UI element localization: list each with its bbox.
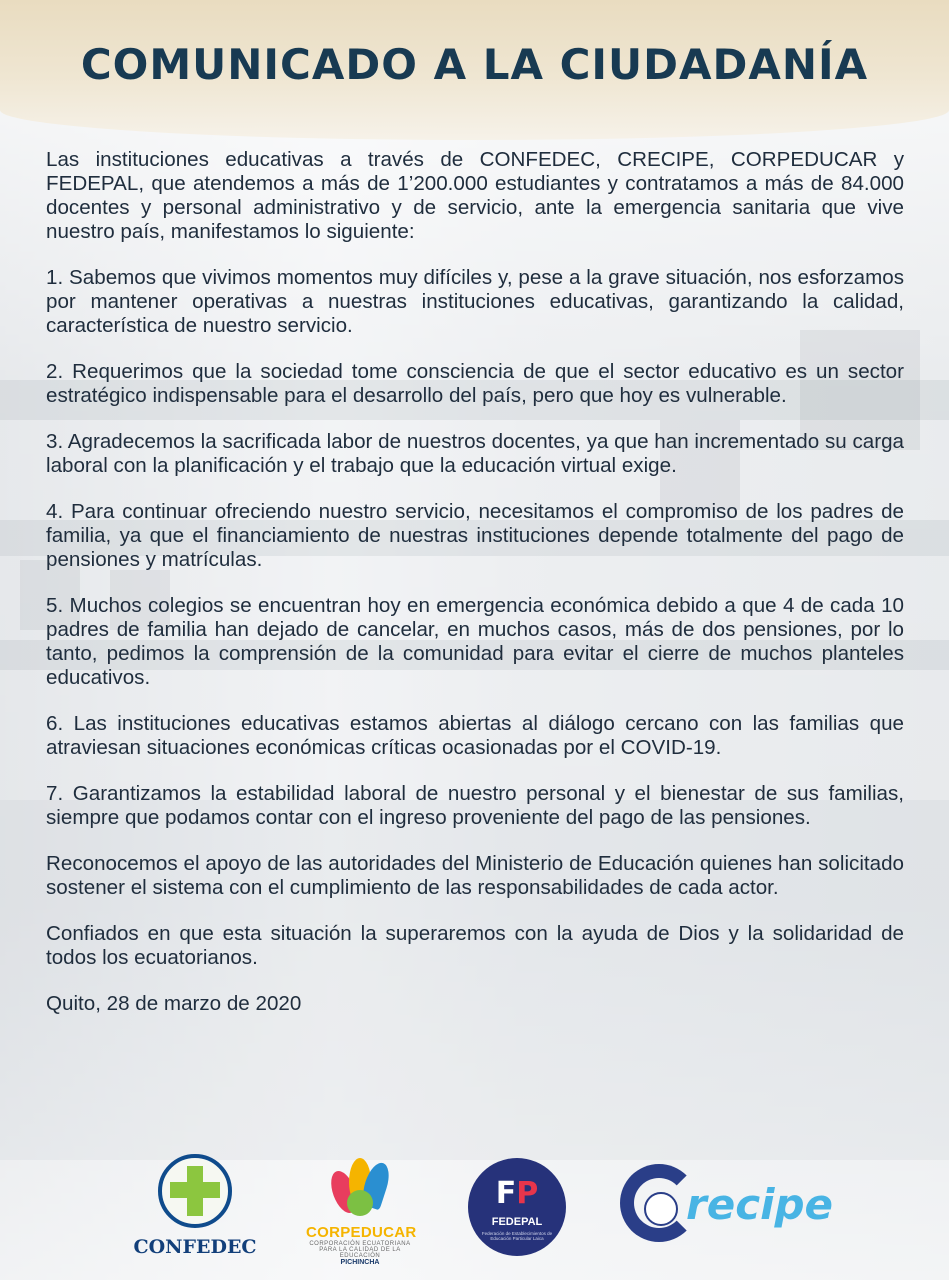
- point-1: 1. Sabemos que vivimos momentos muy difíciles y, pese a la grave situación, nos esforzamos por mantener operativas a nuestras instituciones educativas, garantizando la calidad, característica de nuestro servicio.: [46, 266, 904, 337]
- crecipe-label: recipe: [686, 1180, 834, 1229]
- point-4: 4. Para continuar ofreciendo nuestro servicio, necesitamos el compromiso de los padres de familia, ya que el financiamiento de nuestras instituciones depende totalmente del pago de pensiones y matrículas.: [46, 500, 904, 571]
- crecipe-face-icon: [644, 1192, 678, 1226]
- fedepal-fp-icon: FP: [495, 1176, 539, 1211]
- point-7: 7. Garantizamos la estabilidad laboral de nuestro personal y el bienestar de sus familias, siempre que podamos contar con el ingreso proveniente del pago de las pensiones.: [46, 782, 904, 829]
- place-date: Quito, 28 de marzo de 2020: [46, 992, 302, 1015]
- fedepal-tagline: Federación de Establecimientos de Educación Particular Laica: [481, 1231, 553, 1241]
- point-2: 2. Requerimos que la sociedad tome consciencia de que el sector educativo es un sector estratégico indispensable para el desarrollo del país, pero que hoy es vulnerable.: [46, 360, 904, 407]
- logo-row: [0, 1150, 949, 1266]
- statement-body: [46, 148, 904, 1038]
- intro-paragraph: Las instituciones educativas a través de CONFEDEC, CRECIPE, CORPEDUCAR y FEDEPAL, que atendemos a más de 1’200.000 estudiantes y contratamos a más de 84.000 docentes y personal administrativo y de servicio, ante la emergencia sanitaria que vive nuestro país, manifestamos lo siguiente:: [46, 148, 904, 243]
- corpeducar-tagline: CORPORACIÓN ECUATORIANA PARA LA CALIDAD DE LA EDUCACIÓN: [309, 1241, 411, 1259]
- confedec-label: CONFEDEC: [133, 1236, 257, 1258]
- crecipe-logo: [620, 1160, 834, 1250]
- fedepal-logo: [468, 1158, 566, 1256]
- page-title: COMUNICADO A LA CIUDADANÍA: [80, 40, 869, 89]
- fedepal-label: FEDEPAL: [491, 1216, 543, 1228]
- corpeducar-flame-icon: [325, 1156, 395, 1220]
- acknowledgement-paragraph: Reconocemos el apoyo de las autoridades del Ministerio de Educación quienes han solicitado sostener el sistema con el cumplimiento de las responsabilidades de cada actor.: [46, 852, 904, 899]
- point-5: 5. Muchos colegios se encuentran hoy en emergencia económica debido a que 4 de cada 10 padres de familia han dejado de cancelar, en muchos casos, más de dos pensiones, por lo tanto, pedimos la comprensión de la comunidad para evitar el cierre de muchos planteles educativos.: [46, 594, 904, 689]
- corpeducar-region: PICHINCHA: [340, 1259, 380, 1266]
- corpeducar-label: CORPEDUCAR: [306, 1224, 417, 1241]
- confedec-logo: [130, 1154, 260, 1258]
- corpeducar-logo: [306, 1156, 417, 1266]
- point-6: 6. Las instituciones educativas estamos abiertas al diálogo cercano con las familias que atraviesan situaciones económicas críticas ocasionadas por el COVID-19.: [46, 712, 904, 759]
- point-3: 3. Agradecemos la sacrificada labor de nuestros docentes, ya que han incrementado su carga laboral con la planificación y el trabajo que la educación virtual exige.: [46, 430, 904, 477]
- confedec-cross-icon: [158, 1154, 232, 1228]
- closing-paragraph: Confiados en que esta situación la superaremos con la ayuda de Dios y la solidaridad de todos los ecuatorianos.: [46, 922, 904, 969]
